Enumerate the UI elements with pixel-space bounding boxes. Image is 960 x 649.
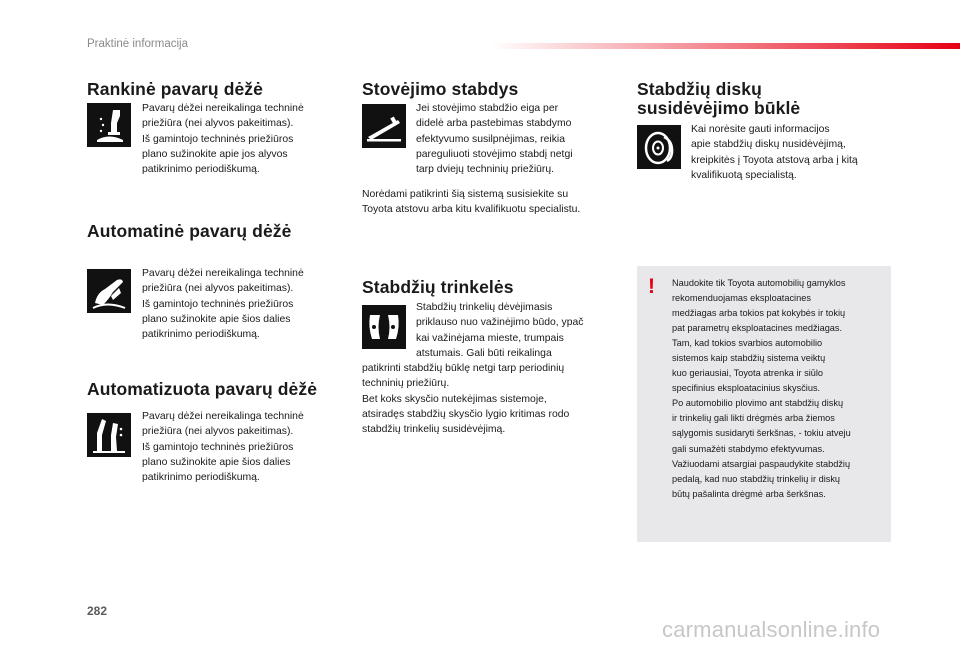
text-line: kreipkitės į Toyota atstovą arba į kitą xyxy=(691,154,858,166)
section-title-automated-gearbox: Automatizuota pavarų dėžė xyxy=(87,379,318,399)
warning-text xyxy=(672,276,890,502)
section-title-manual-gearbox: Rankinė pavarų dėžė xyxy=(87,79,263,99)
text-line: priežiūra (nei alyvos pakeitimas). xyxy=(142,118,294,130)
text-line: patikrinti stabdžių būklę netgi tarp periodinių xyxy=(362,363,565,374)
text-line: tarp dviejų techninių priežiūrų. xyxy=(416,164,555,176)
text-line: kvalifikuotą specialistą. xyxy=(691,169,797,181)
text-line: Stabdžių trinkelių dėvėjimasis xyxy=(416,302,553,313)
text-line: specifinius eksploatacinius skysčius. xyxy=(672,383,821,394)
text-line: Iš gamintojo techninės priežiūros xyxy=(142,298,294,310)
automated-gear-selector-icon xyxy=(87,413,131,457)
section-title-automatic-gearbox: Automatinė pavarų dėžė xyxy=(87,221,292,241)
text-line: Iš gamintojo techninės priežiūros xyxy=(142,133,294,145)
text-line: pat parametrų eksploatacines medžiagas. xyxy=(672,323,843,334)
text-line: atstumais. Gali būti reikalinga xyxy=(416,347,552,359)
text-line: sąlygomis susidaryti šerkšnas, - tokiu atveju xyxy=(672,428,851,439)
text-line: Bet koks skysčio nutekėjimas sistemoje, xyxy=(362,393,547,405)
manual-gearbox-text xyxy=(142,101,342,177)
parking-brake-lever-icon xyxy=(362,104,406,148)
brake-pads-details xyxy=(362,361,632,437)
text-line: Pavarų dėžei nereikalinga techninė xyxy=(142,103,304,114)
text-line: stabdžių trinkelių susidėvėjimą. xyxy=(362,424,506,436)
text-line: gali sumažėti stabdymo efektyvumas. xyxy=(672,443,825,454)
text-line: Naudokite tik Toyota automobilių gamyklos xyxy=(672,278,846,288)
text-line: Po automobilio plovimo ant stabdžių diskų xyxy=(672,398,844,409)
automatic-gearbox-text xyxy=(142,266,342,342)
text-line: patikrinimo periodiškumą. xyxy=(142,329,260,341)
text-line: plano sužinokite apie šios dalies xyxy=(142,313,291,325)
text-line: Važiuodami atsargiai paspaudykite stabdžių xyxy=(672,458,851,469)
brake-pads-icon xyxy=(362,305,406,349)
running-header: Praktinė informacija xyxy=(87,38,188,50)
text-line: kai važinėjama mieste, trumpais xyxy=(416,332,564,344)
text-line: patikrinimo periodiškumą. xyxy=(142,164,260,176)
parking-brake-text xyxy=(416,101,626,177)
text-line: efektyvumo susilpnėjimas, reikia xyxy=(416,133,565,145)
warning-exclamation-icon: ! xyxy=(648,275,655,298)
title-line: Stabdžių diskų xyxy=(637,79,762,99)
text-line: Tam, kad tokios svarbios automobilio xyxy=(672,338,823,349)
brake-disc-icon xyxy=(637,125,681,169)
automatic-gear-selector-icon xyxy=(87,269,131,313)
text-line: Jei stovėjimo stabdžio eiga per xyxy=(416,103,559,114)
text-line: Pavarų dėžei nereikalinga techninė xyxy=(142,411,304,422)
brake-discs-text xyxy=(691,122,906,183)
text-line: Iš gamintojo techninės priežiūros xyxy=(142,441,294,453)
text-line: priežiūra (nei alyvos pakeitimas). xyxy=(142,283,294,295)
section-title-brake-pads: Stabdžių trinkelės xyxy=(362,277,514,297)
text-line: Kai norėsite gauti informacijos xyxy=(691,124,830,135)
text-line: apie stabdžių diskų nusidėvėjimą, xyxy=(691,139,846,151)
text-line: Pavarų dėžei nereikalinga techninė xyxy=(142,268,304,279)
text-line: ir trinkelių gali likti drėgmės arba žiemos xyxy=(672,413,835,424)
text-line: medžiagas arba tokios pat kokybės ir tokių xyxy=(672,308,846,319)
text-line: būtų pašalinta drėgmė arba šerkšnas. xyxy=(672,488,826,499)
text-line: pareguliuoti stovėjimo stabdį netgi xyxy=(416,148,573,160)
text-line: techninių priežiūrų. xyxy=(362,378,450,390)
text-line: patikrinimo periodiškumą. xyxy=(142,472,260,484)
text-line: rekomenduojamas eksploatacines xyxy=(672,293,811,304)
text-line: Norėdami patikrinti šią sistemą susisiekite su xyxy=(362,189,569,200)
section-title-parking-brake: Stovėjimo stabdys xyxy=(362,79,519,99)
text-line: pedalą, kad nuo stabdžių trinkelių ir diskų xyxy=(672,473,841,484)
text-line: sistemos kaip stabdžių sistema veiktų xyxy=(672,353,826,364)
page-number: 282 xyxy=(87,604,108,618)
text-line: atsiradęs stabdžių skysčio lygio kritimas rodo xyxy=(362,408,570,420)
manual-gear-shifter-icon xyxy=(87,103,131,147)
automated-gearbox-text xyxy=(142,409,342,485)
header-accent-bar xyxy=(490,43,960,49)
title-line: susidėvėjimo būklė xyxy=(637,98,801,118)
text-line: plano sužinokite apie jos alyvos xyxy=(142,148,288,160)
text-line: Toyota atstovu arba kitu kvalifikuotu specialistu. xyxy=(362,204,581,216)
parking-brake-note xyxy=(362,187,632,218)
text-line: kuo geriausiai, Toyota atrenka ir siūlo xyxy=(672,368,823,379)
text-line: didelė arba pastebimas stabdymo xyxy=(416,118,572,130)
watermark: carmanualsonline.info xyxy=(662,617,881,642)
text-line: priklauso nuo važinėjimo būdo, ypač xyxy=(416,317,584,329)
section-title-brake-discs xyxy=(637,80,800,118)
text-line: priežiūra (nei alyvos pakeitimas). xyxy=(142,426,294,438)
brake-pads-intro xyxy=(416,300,626,361)
text-line: plano sužinokite apie šios dalies xyxy=(142,456,291,468)
